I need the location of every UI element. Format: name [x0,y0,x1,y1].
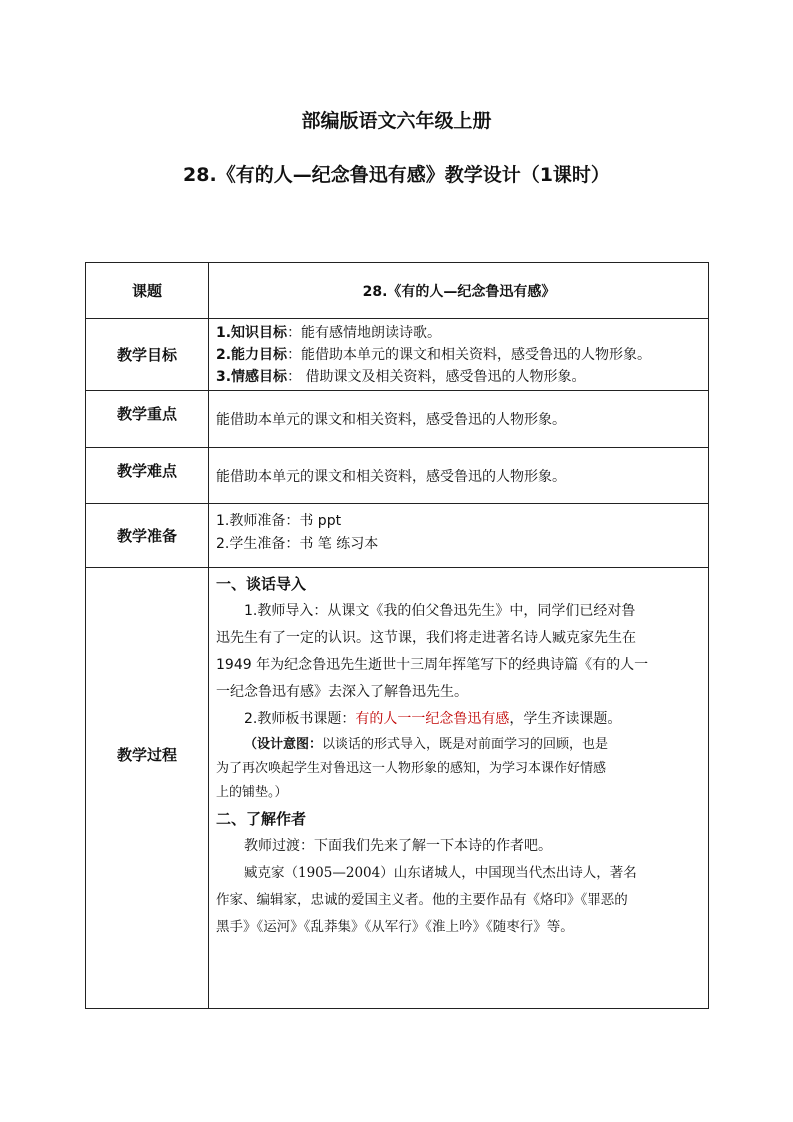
goal-item [216,366,702,388]
topic-label: 课题 [86,263,209,319]
table-row-key-points [86,391,709,448]
table-row-preparation [86,504,709,568]
section-title: 一、谈话导入 [216,575,307,593]
author-line: 黑手》《运河》《乱莽集》《从军行》《淮上吟》《随枣行》等。 [216,919,574,935]
topic-value: 28.《有的人—纪念鲁迅有感》 [209,263,709,319]
goal-item [216,344,702,366]
difficulties-value: 能借助本单元的课文和相关资料，感受鲁迅的人物形象。 [209,448,709,504]
goal-item [216,322,702,344]
board-prefix: 2.教师板书课题： [244,711,356,727]
preparation-label: 教学准备 [86,504,209,568]
document-subtitle: 28.《有的人—纪念鲁迅有感》教学设计（1课时） [183,164,610,186]
process-label: 教学过程 [86,568,209,1009]
design-note-line: 上的铺垫。） [216,785,288,800]
goals-content [209,319,709,391]
preparation-item: 2.学生准备：书 笔 练习本 [216,536,379,552]
table-row-topic [86,263,709,319]
goal-text: ：能有感情地朗读诗歌。 [287,324,442,341]
section-title: 二、了解作者 [216,810,307,828]
goal-text: ：能借助本单元的课文和相关资料，感受鲁迅的人物形象。 [287,346,652,363]
board-suffix: ，学生齐读课题。 [509,711,622,727]
table-row-process [86,568,709,1009]
key-points-label: 教学重点 [86,391,209,448]
paragraph-line: 教师过渡：下面我们先来了解一下本诗的作者吧。 [244,838,552,854]
goal-prefix: 1.知识目标 [216,324,288,341]
process-content [209,568,709,1009]
paragraph-line [216,706,702,733]
goals-label: 教学目标 [86,319,209,391]
preparation-content [209,504,709,568]
paragraph-line: 迅先生有了一定的认识。这节课，我们将走进著名诗人臧克家先生在 [216,630,636,646]
board-title: 有的人一一纪念鲁迅有感 [355,711,510,727]
difficulties-label: 教学难点 [86,448,209,504]
document-title: 部编版语文六年级上册 [301,110,492,132]
preparation-item: 1.教师准备：书 ppt [216,513,342,529]
design-note-line [216,733,702,757]
design-note-label: （设计意图： [244,737,323,752]
goal-text: ： 借助课文及相关资料，感受鲁迅的人物形象。 [287,368,586,385]
goal-prefix: 3.情感目标 [216,368,288,385]
goal-prefix: 2.能力目标 [216,346,288,363]
paragraph-line: 1949 年为纪念鲁迅先生逝世十三周年挥笔写下的经典诗篇《有的人一 [216,657,649,673]
paragraph-line: 1.教师导入：从课文《我的伯父鲁迅先生》中，同学们已经对鲁 [244,603,636,619]
key-points-value: 能借助本单元的课文和相关资料，感受鲁迅的人物形象。 [209,391,709,448]
paragraph-line: 一纪念鲁迅有感》去深入了解鲁迅先生。 [216,684,468,700]
table-row-goals [86,319,709,391]
design-note-text: 以谈话的形式导入，既是对前面学习的回顾，也是 [322,737,609,752]
lesson-plan-table [85,262,709,1009]
author-line: 作家、编辑家，忠诚的爱国主义者。他的主要作品有《烙印》《罪恶的 [216,892,628,908]
table-row-difficulties [86,448,709,504]
author-line: 臧克家（1905—2004）山东诸城人，中国现当代杰出诗人，著名 [244,865,637,881]
design-note-line: 为了再次唤起学生对鲁迅这一人物形象的感知，为学习本课作好情感 [216,761,607,776]
